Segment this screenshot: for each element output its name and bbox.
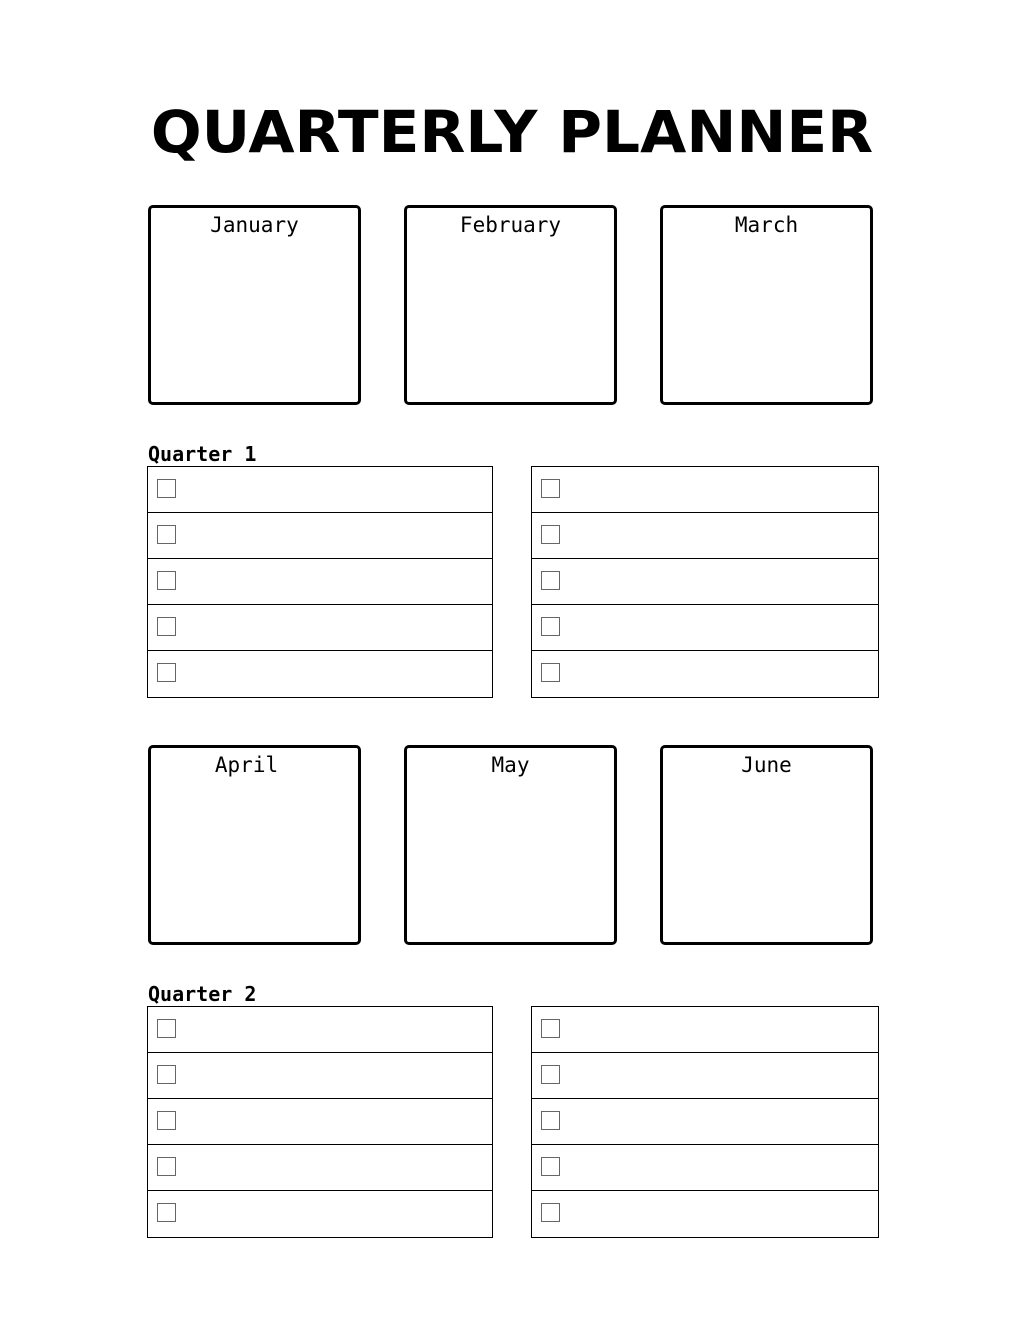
task-row[interactable] bbox=[532, 1145, 878, 1191]
task-row[interactable] bbox=[148, 651, 492, 697]
task-row[interactable] bbox=[532, 605, 878, 651]
task-row[interactable] bbox=[148, 467, 492, 513]
checkbox[interactable] bbox=[157, 1157, 176, 1176]
month-box-april[interactable] bbox=[148, 745, 361, 945]
checkbox[interactable] bbox=[541, 479, 560, 498]
page-title: QUARTERLY PLANNER bbox=[150, 98, 874, 166]
checkbox[interactable] bbox=[157, 1019, 176, 1038]
task-row[interactable] bbox=[532, 651, 878, 697]
checkbox[interactable] bbox=[541, 1203, 560, 1222]
month-box-february[interactable] bbox=[404, 205, 617, 405]
task-row[interactable] bbox=[532, 1053, 878, 1099]
checkbox[interactable] bbox=[157, 1065, 176, 1084]
task-row[interactable] bbox=[532, 1191, 878, 1237]
task-row[interactable] bbox=[532, 559, 878, 605]
task-row[interactable] bbox=[148, 1145, 492, 1191]
checkbox[interactable] bbox=[541, 617, 560, 636]
checkbox[interactable] bbox=[157, 525, 176, 544]
quarter-1-label: Quarter 1 bbox=[148, 442, 257, 466]
month-label: January bbox=[210, 213, 299, 237]
quarter-2-label: Quarter 2 bbox=[148, 982, 257, 1006]
checkbox[interactable] bbox=[157, 617, 176, 636]
task-row[interactable] bbox=[148, 1191, 492, 1237]
month-label: June bbox=[741, 753, 792, 777]
month-label: May bbox=[491, 753, 530, 777]
month-label: April bbox=[214, 753, 279, 777]
checkbox[interactable] bbox=[157, 479, 176, 498]
month-box-march[interactable] bbox=[660, 205, 873, 405]
checkbox[interactable] bbox=[157, 571, 176, 590]
task-row[interactable] bbox=[148, 559, 492, 605]
checkbox[interactable] bbox=[541, 1157, 560, 1176]
task-row[interactable] bbox=[148, 1053, 492, 1099]
checkbox[interactable] bbox=[541, 1065, 560, 1084]
task-row[interactable] bbox=[532, 513, 878, 559]
quarter-2-task-list-right bbox=[531, 1006, 879, 1238]
checkbox[interactable] bbox=[541, 525, 560, 544]
checkbox[interactable] bbox=[541, 1019, 560, 1038]
task-row[interactable] bbox=[532, 1007, 878, 1053]
checkbox[interactable] bbox=[157, 663, 176, 682]
checkbox[interactable] bbox=[157, 1203, 176, 1222]
checkbox[interactable] bbox=[157, 1111, 176, 1130]
month-box-june[interactable] bbox=[660, 745, 873, 945]
task-row[interactable] bbox=[148, 1099, 492, 1145]
month-box-january[interactable] bbox=[148, 205, 361, 405]
task-row[interactable] bbox=[148, 513, 492, 559]
checkbox[interactable] bbox=[541, 1111, 560, 1130]
task-row[interactable] bbox=[532, 1099, 878, 1145]
month-box-may[interactable] bbox=[404, 745, 617, 945]
checkbox[interactable] bbox=[541, 571, 560, 590]
quarter-1-task-list-left bbox=[147, 466, 493, 698]
quarter-2-task-list-left bbox=[147, 1006, 493, 1238]
task-row[interactable] bbox=[148, 1007, 492, 1053]
quarter-1-task-list-right bbox=[531, 466, 879, 698]
task-row[interactable] bbox=[532, 467, 878, 513]
month-label: February bbox=[459, 213, 562, 237]
task-row[interactable] bbox=[148, 605, 492, 651]
month-label: March bbox=[734, 213, 799, 237]
checkbox[interactable] bbox=[541, 663, 560, 682]
